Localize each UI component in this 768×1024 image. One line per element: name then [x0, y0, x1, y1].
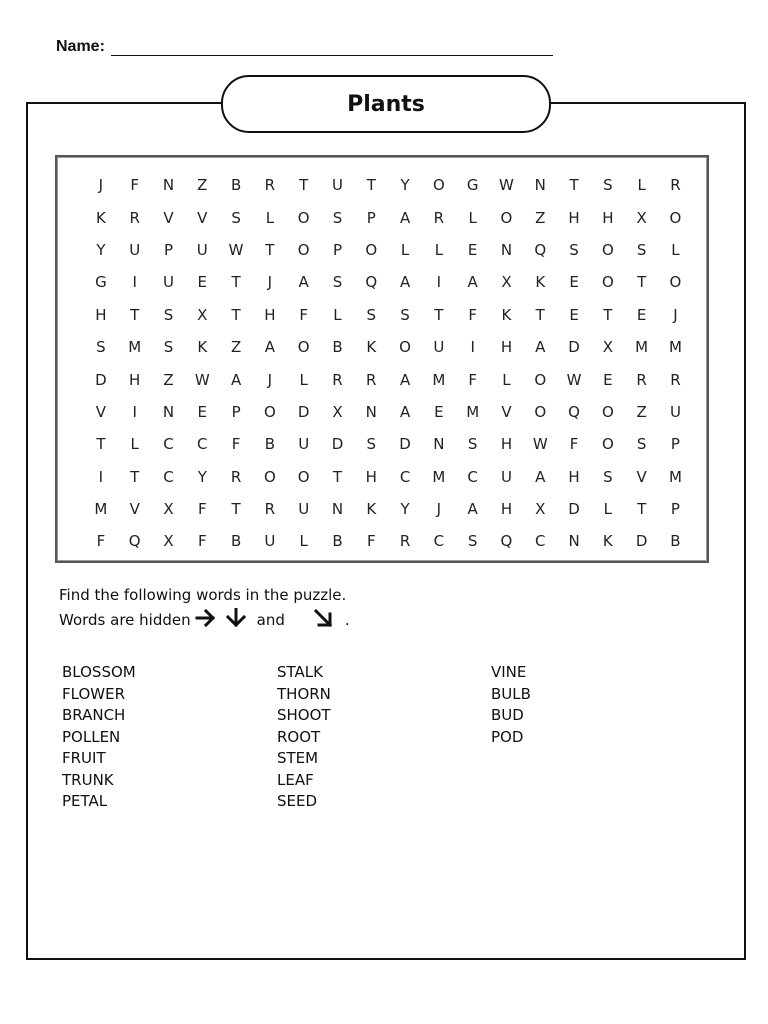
word-list-item: STEM [277, 749, 319, 767]
letter-grid [84, 169, 692, 558]
grid-cell: F [366, 532, 376, 551]
grid-cell: D [399, 435, 411, 454]
grid-cell: Z [636, 402, 647, 421]
grid-cell: U [129, 240, 141, 259]
grid-cell: W [194, 370, 210, 389]
grid-cell: R [670, 176, 681, 195]
grid-cell: A [230, 370, 242, 389]
name-row [56, 38, 553, 56]
grid-cell: J [98, 176, 104, 195]
grid-cell: Y [400, 500, 410, 519]
grid-cell: J [267, 370, 273, 389]
word-list-item: VINE [491, 663, 527, 681]
grid-cell: D [95, 370, 107, 389]
grid-cell: K [366, 500, 377, 519]
grid-cell: O [399, 338, 411, 357]
grid-cell: S [467, 532, 478, 551]
grid-cell: X [197, 305, 208, 324]
grid-cell: P [332, 240, 342, 259]
grid-cell: L [468, 208, 477, 227]
grid-cell: U [433, 338, 445, 357]
grid-cell: M [635, 338, 649, 357]
grid-cell: A [399, 273, 411, 292]
grid-cell: H [365, 467, 377, 486]
grid-cell: R [670, 370, 681, 389]
grid-cell: Q [128, 532, 141, 551]
grid-cell: Q [500, 532, 513, 551]
grid-cell: C [535, 532, 546, 551]
grid-cell: I [132, 273, 137, 292]
name-line [111, 41, 553, 56]
grid-cell: O [297, 208, 310, 227]
word-list-item: STALK [277, 663, 323, 681]
grid-cell: R [399, 532, 411, 551]
grid-cell: O [263, 467, 276, 486]
grid-cell: R [129, 208, 140, 227]
grid-cell: H [500, 435, 513, 454]
grid-cell: H [568, 467, 580, 486]
grid-cell: M [668, 467, 682, 486]
grid-cell: F [569, 435, 579, 454]
grid-cell: S [366, 435, 377, 454]
word-list-item: THORN [277, 684, 331, 703]
instructions-line-1: Find the following words in the puzzle. [59, 586, 347, 604]
grid-cell: S [400, 305, 410, 324]
grid-cell: V [197, 208, 208, 227]
grid-cell: T [231, 273, 241, 292]
grid-cell: J [267, 273, 273, 292]
grid-cell: F [197, 500, 207, 519]
grid-cell: N [365, 402, 377, 421]
grid-cell: S [163, 338, 174, 357]
grid-cell: O [297, 338, 310, 357]
grid-cell: G [466, 176, 479, 195]
grid-cell: I [436, 273, 442, 292]
grid-cell: A [535, 467, 546, 486]
grid-cell: X [163, 500, 174, 519]
word-list-item: POLLEN [62, 727, 121, 746]
grid-cell: T [332, 467, 343, 486]
grid-cell: T [637, 500, 647, 519]
grid-cell: U [331, 176, 343, 195]
grid-cell: A [467, 500, 478, 519]
grid-cell: O [669, 208, 682, 227]
grid-cell: T [265, 240, 275, 259]
instructions-period: . [344, 611, 350, 629]
page-title: Plants [347, 91, 425, 117]
grid-cell: T [434, 305, 444, 324]
grid-cell: F [299, 305, 308, 324]
grid-cell: W [532, 435, 548, 454]
grid-cell: V [163, 208, 174, 227]
grid-cell: M [94, 500, 108, 519]
title-box [221, 75, 551, 133]
grid-cell: C [467, 467, 478, 486]
grid-cell: C [163, 467, 174, 486]
grid-cell: F [468, 370, 477, 389]
word-list-item: BUD [491, 706, 524, 724]
grid-cell: R [264, 500, 276, 519]
grid-cell: M [432, 370, 446, 389]
grid-cell: M [466, 402, 480, 421]
grid-cell: E [636, 305, 647, 324]
word-list-item: POD [491, 727, 524, 746]
grid-cell: L [299, 532, 308, 551]
grid-cell: H [602, 208, 614, 227]
grid-cell: K [535, 273, 546, 292]
grid-cell: H [264, 305, 276, 324]
grid-cell: H [95, 305, 107, 324]
instructions-prefix: Words are hidden [59, 611, 191, 629]
grid-cell: F [468, 305, 477, 324]
word-list-item: PETAL [62, 792, 108, 810]
grid-cell: A [399, 402, 411, 421]
grid-cell: S [603, 176, 613, 195]
grid-cell: O [534, 370, 547, 389]
grid-cell: U [500, 467, 512, 486]
grid-cell: A [399, 370, 411, 389]
grid-cell: S [332, 208, 343, 227]
grid-cell: T [366, 176, 376, 195]
grid-cell: U [196, 240, 208, 259]
grid-cell: P [670, 500, 680, 519]
grid-cell: B [332, 532, 343, 551]
grid-cell: O [601, 402, 614, 421]
grid-cell: U [163, 273, 174, 292]
grid-cell: S [636, 240, 647, 259]
grid-cell: E [434, 402, 444, 421]
grid-cell: F [231, 435, 241, 454]
grid-cell: E [197, 402, 208, 421]
grid-cell: Q [365, 273, 378, 292]
grid-cell: F [130, 176, 140, 195]
word-list-column-1 [62, 662, 136, 813]
grid-cell: O [601, 273, 614, 292]
grid-cell: I [98, 467, 104, 486]
grid-cell: A [535, 338, 546, 357]
grid-cell: T [130, 305, 140, 324]
grid-cell: N [331, 500, 344, 519]
grid-cell: D [635, 532, 648, 551]
grid-cell: U [264, 532, 276, 551]
grid-cell: A [264, 338, 276, 357]
grid-cell: J [436, 500, 442, 519]
grid-cell: T [637, 273, 647, 292]
grid-cell: O [601, 435, 614, 454]
grid-cell: W [499, 176, 514, 195]
grid-cell: H [129, 370, 141, 389]
grid-cell: F [197, 532, 207, 551]
grid-cell: Z [197, 176, 208, 195]
grid-cell: T [603, 305, 613, 324]
grid-cell: Q [534, 240, 547, 259]
grid-cell: X [332, 402, 343, 421]
grid-cell: T [299, 176, 309, 195]
instructions-and: and [256, 611, 285, 629]
grid-cell: A [467, 273, 478, 292]
grid-cell: C [433, 532, 445, 551]
grid-cell: M [432, 467, 446, 486]
grid-cell: B [230, 532, 242, 551]
grid-cell: S [636, 435, 647, 454]
word-list-item: LEAF [277, 770, 314, 789]
word-list-item: BRANCH [62, 706, 126, 724]
grid-cell: S [96, 338, 106, 357]
word-list-item: FRUIT [62, 749, 106, 767]
grid-cell: D [297, 402, 310, 421]
grid-cell: E [569, 305, 579, 324]
grid-cell: R [636, 370, 647, 389]
grid-cell: S [163, 305, 174, 324]
grid-cell: E [467, 240, 478, 259]
name-label: Name: [56, 38, 105, 55]
grid-cell: T [535, 305, 545, 324]
grid-cell: R [433, 208, 445, 227]
grid-cell: E [569, 273, 579, 292]
grid-cell: D [331, 435, 344, 454]
grid-cell: H [568, 208, 580, 227]
grid-cell: Y [96, 240, 106, 259]
grid-cell: U [298, 435, 310, 454]
grid-cell: N [500, 240, 513, 259]
grid-cell: K [366, 338, 377, 357]
grid-cell: N [162, 176, 175, 195]
grid-cell: O [601, 240, 614, 259]
grid-cell: K [501, 305, 512, 324]
grid-cell: J [673, 305, 678, 324]
grid-cell: V [636, 467, 647, 486]
grid-cell: O [500, 208, 513, 227]
grid-cell: S [231, 208, 241, 227]
grid-cell: D [568, 500, 580, 519]
grid-cell: N [568, 532, 580, 551]
grid-cell: Z [163, 370, 174, 389]
arrow-diagonal-icon [313, 608, 335, 632]
grid-cell: S [366, 305, 377, 324]
grid-cell: A [298, 273, 309, 292]
grid-cell: O [669, 273, 682, 292]
grid-cell: O [432, 176, 445, 195]
grid-cell: M [668, 338, 682, 357]
grid-cell: B [264, 435, 276, 454]
grid-cell: L [130, 435, 139, 454]
grid-cell: L [502, 370, 511, 389]
grid-cell: L [637, 176, 646, 195]
grid-cell: N [534, 176, 546, 195]
grid-cell: C [197, 435, 208, 454]
grid-cell: V [501, 402, 512, 421]
grid-cell: X [636, 208, 647, 227]
word-list-item: SHOOT [277, 706, 331, 724]
grid-cell: C [163, 435, 174, 454]
grid-cell: C [399, 467, 411, 486]
grid-cell: W [228, 240, 244, 259]
grid-cell: S [332, 273, 343, 292]
word-list-item: SEED [277, 792, 318, 810]
word-list-item: ROOT [277, 727, 321, 746]
grid-cell: M [128, 338, 142, 357]
grid-cell: R [332, 370, 343, 389]
grid-cell: P [163, 240, 174, 259]
grid-cell: A [399, 208, 411, 227]
grid-cell: Y [197, 467, 207, 486]
grid-cell: E [603, 370, 613, 389]
instructions-line-2 [59, 608, 350, 632]
grid-cell: G [95, 273, 107, 292]
grid-cell: I [132, 402, 137, 421]
grid-cell: B [670, 532, 681, 551]
grid-cell: R [366, 370, 377, 389]
grid-cell: L [603, 500, 613, 519]
grid-cell: K [95, 208, 106, 227]
grid-cell: X [163, 532, 174, 551]
grid-cell: S [569, 240, 579, 259]
grid-cell: O [297, 240, 310, 259]
grid-cell: K [602, 532, 613, 551]
grid-cell: O [534, 402, 547, 421]
grid-cell: V [129, 500, 140, 519]
grid-cell: Z [535, 208, 546, 227]
grid-cell: Z [230, 338, 242, 357]
word-list-item: FLOWER [62, 684, 125, 703]
grid-cell: X [602, 338, 613, 357]
grid-cell: T [231, 305, 241, 324]
grid-cell: T [569, 176, 579, 195]
grid-cell: F [96, 532, 106, 551]
grid-cell: R [264, 176, 276, 195]
grid-cell: O [297, 467, 310, 486]
word-list-item: TRUNK [62, 770, 114, 789]
word-list-item: BULB [491, 684, 531, 703]
grid-cell: S [603, 467, 613, 486]
grid-cell: N [433, 435, 445, 454]
grid-cell: P [366, 208, 376, 227]
grid-cell: U [298, 500, 310, 519]
grid-cell: U [669, 402, 681, 421]
grid-cell: D [568, 338, 580, 357]
grid-cell: S [467, 435, 478, 454]
grid-cell: L [671, 240, 680, 259]
word-list-column-2 [277, 662, 331, 813]
grid-cell: T [96, 435, 106, 454]
grid-cell: T [231, 500, 241, 519]
grid-cell: I [470, 338, 475, 357]
grid-cell: V [95, 402, 107, 421]
grid-cell: X [535, 500, 546, 519]
word-list-column-3 [491, 662, 531, 748]
grid-cell: P [231, 402, 241, 421]
grid-cell: Y [400, 176, 410, 195]
grid-cell: P [670, 435, 680, 454]
grid-cell: L [299, 370, 308, 389]
arrow-right-icon [195, 609, 217, 631]
grid-cell: B [230, 176, 242, 195]
grid-cell: K [197, 338, 208, 357]
grid-cell: L [333, 305, 342, 324]
grid-cell: Q [568, 402, 580, 421]
grid-cell: B [332, 338, 343, 357]
grid-cell: L [265, 208, 275, 227]
grid-cell: H [500, 338, 513, 357]
grid-cell: R [230, 467, 242, 486]
grid-cell: W [566, 370, 582, 389]
grid-cell: O [263, 402, 276, 421]
grid-cell: X [501, 273, 512, 292]
word-list-item: BLOSSOM [62, 663, 136, 681]
grid-cell: N [162, 402, 175, 421]
grid-cell: E [197, 273, 208, 292]
grid-cell: H [500, 500, 513, 519]
arrow-down-icon [225, 608, 247, 632]
grid-cell: L [434, 240, 444, 259]
grid-cell: T [130, 467, 140, 486]
grid-cell: L [400, 240, 410, 259]
grid-cell: O [365, 240, 378, 259]
